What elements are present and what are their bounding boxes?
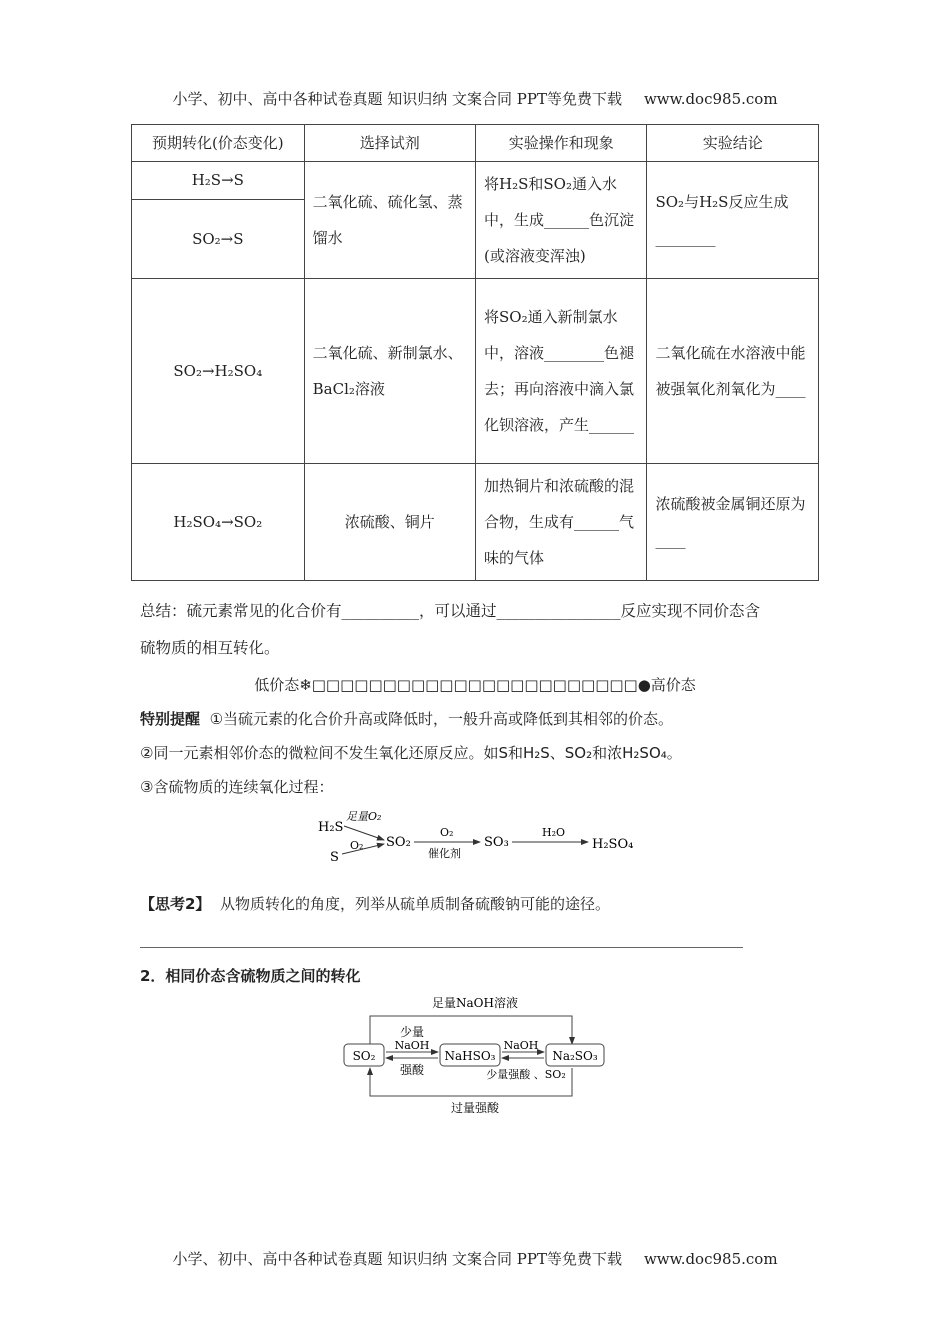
reminder-line-1 bbox=[140, 702, 673, 736]
same-valence-diagram bbox=[340, 994, 610, 1124]
o2-label-b: O₂ bbox=[440, 826, 454, 839]
strong-acid-label: 强酸 bbox=[399, 1063, 425, 1077]
oxidation-diagram bbox=[310, 806, 650, 868]
so3-label: SO₃ bbox=[484, 835, 509, 850]
so2-box-label: SO₂ bbox=[352, 1049, 376, 1063]
catalyst-label: 催化剂 bbox=[428, 847, 461, 860]
reagent-cell: 浓硫酸、铜片 bbox=[304, 464, 475, 581]
naoh-label-a: NaOH bbox=[394, 1039, 430, 1052]
transform-cell: H₂S→S bbox=[132, 162, 305, 200]
excess-o2-label: 足量O₂ bbox=[346, 810, 382, 823]
valence-line: 低价态❄□□□□□□□□□□□□□□□□□□□□□□□●高价态 bbox=[254, 676, 696, 694]
reminder-item-2: ②同一元素相邻价态的微粒间不发生氧化还原反应。如S和H₂S、SO₂和浓H₂SO₄。 bbox=[140, 744, 682, 762]
na2so3-box-label: Na₂SO₃ bbox=[552, 1049, 598, 1063]
h2so4-label: H₂SO₄ bbox=[592, 837, 634, 852]
naoh-label-b: NaOH bbox=[503, 1039, 539, 1052]
reminder-item-1: ①当硫元素的化合价升高或降低时，一般升高或降低到其相邻的价态。 bbox=[209, 710, 674, 728]
operation-cell: 加热铜片和浓硫酸的混合物，生成有______气味的气体 bbox=[476, 464, 647, 581]
table-header-row bbox=[132, 125, 819, 162]
transform-cell: SO₂→S bbox=[132, 199, 305, 278]
think-line bbox=[140, 887, 610, 921]
section-2-title: 2．相同价态含硫物质之间的转化 bbox=[140, 967, 361, 985]
small-acid-so2-label: 少量强酸 、SO₂ bbox=[486, 1068, 566, 1081]
summary-line-2: 硫物质的相互转化。 bbox=[140, 639, 280, 657]
transform-cell: SO₂→H₂SO₄ bbox=[132, 279, 305, 464]
answer-line[interactable] bbox=[140, 947, 743, 948]
h2s-label: H₂S bbox=[318, 820, 344, 835]
top-label: 足量NaOH溶液 bbox=[432, 996, 518, 1010]
think-text: 从物质转化的角度，列举从硫单质制备硫酸钠可能的途径。 bbox=[219, 895, 610, 913]
reagent-cell: 二氧化硫、新制氯水、BaCl₂溶液 bbox=[304, 279, 475, 464]
table-header-cell: 选择试剂 bbox=[304, 125, 475, 162]
table-row bbox=[132, 162, 819, 200]
operation-cell: 将H₂S和SO₂通入水中，生成______色沉淀(或溶液变浑浊) bbox=[476, 162, 647, 279]
table-row bbox=[132, 464, 819, 581]
table-header-cell: 实验结论 bbox=[647, 125, 819, 162]
footer-url[interactable]: www.doc985.com bbox=[643, 1250, 778, 1268]
o2-label-a: O₂ bbox=[350, 839, 364, 852]
small-amount-label: 少量 bbox=[399, 1025, 425, 1039]
table-row bbox=[132, 279, 819, 464]
reminder-item-3: ③含硫物质的连续氧化过程： bbox=[140, 778, 334, 796]
conclusion-cell: 二氧化硫在水溶液中能被强氧化剂氧化为____ bbox=[647, 279, 819, 464]
page-footer bbox=[0, 1248, 950, 1269]
reagent-cell: 二氧化硫、硫化氢、蒸馏水 bbox=[304, 162, 475, 279]
header-url[interactable]: www.doc985.com bbox=[643, 90, 778, 108]
conclusion-cell: 浓硫酸被金属铜还原为____ bbox=[647, 464, 819, 581]
footer-text: 小学、初中、高中各种试卷真题 知识归纳 文案合同 PPT等免费下载 bbox=[172, 1250, 622, 1268]
think-label: 【思考2】 bbox=[140, 895, 211, 913]
bottom-label: 过量强酸 bbox=[450, 1101, 500, 1115]
arrow-h2s-so2 bbox=[344, 826, 384, 840]
table-header-cell: 实验操作和现象 bbox=[476, 125, 647, 162]
operation-cell: 将SO₂通入新制氯水中，溶液________色褪去；再向溶液中滴入氯化钡溶液，产生______ bbox=[476, 279, 647, 464]
page-header bbox=[0, 88, 950, 109]
summary-line-1: 总结：硫元素常见的化合价有__________，可以通过________________反应实现不同价态含 bbox=[140, 602, 761, 620]
conclusion-cell: SO₂与H₂S反应生成________ bbox=[647, 162, 819, 279]
experiment-table bbox=[131, 124, 819, 581]
transform-cell: H₂SO₄→SO₂ bbox=[132, 464, 305, 581]
reminder-title: 特别提醒 bbox=[140, 710, 201, 728]
header-text: 小学、初中、高中各种试卷真题 知识归纳 文案合同 PPT等免费下载 bbox=[172, 90, 622, 108]
s-label: S bbox=[330, 850, 339, 865]
h2o-label: H₂O bbox=[542, 826, 566, 839]
table-header-cell: 预期转化(价态变化) bbox=[132, 125, 305, 162]
nahso3-box-label: NaHSO₃ bbox=[444, 1049, 496, 1063]
so2-label: SO₂ bbox=[386, 835, 411, 850]
